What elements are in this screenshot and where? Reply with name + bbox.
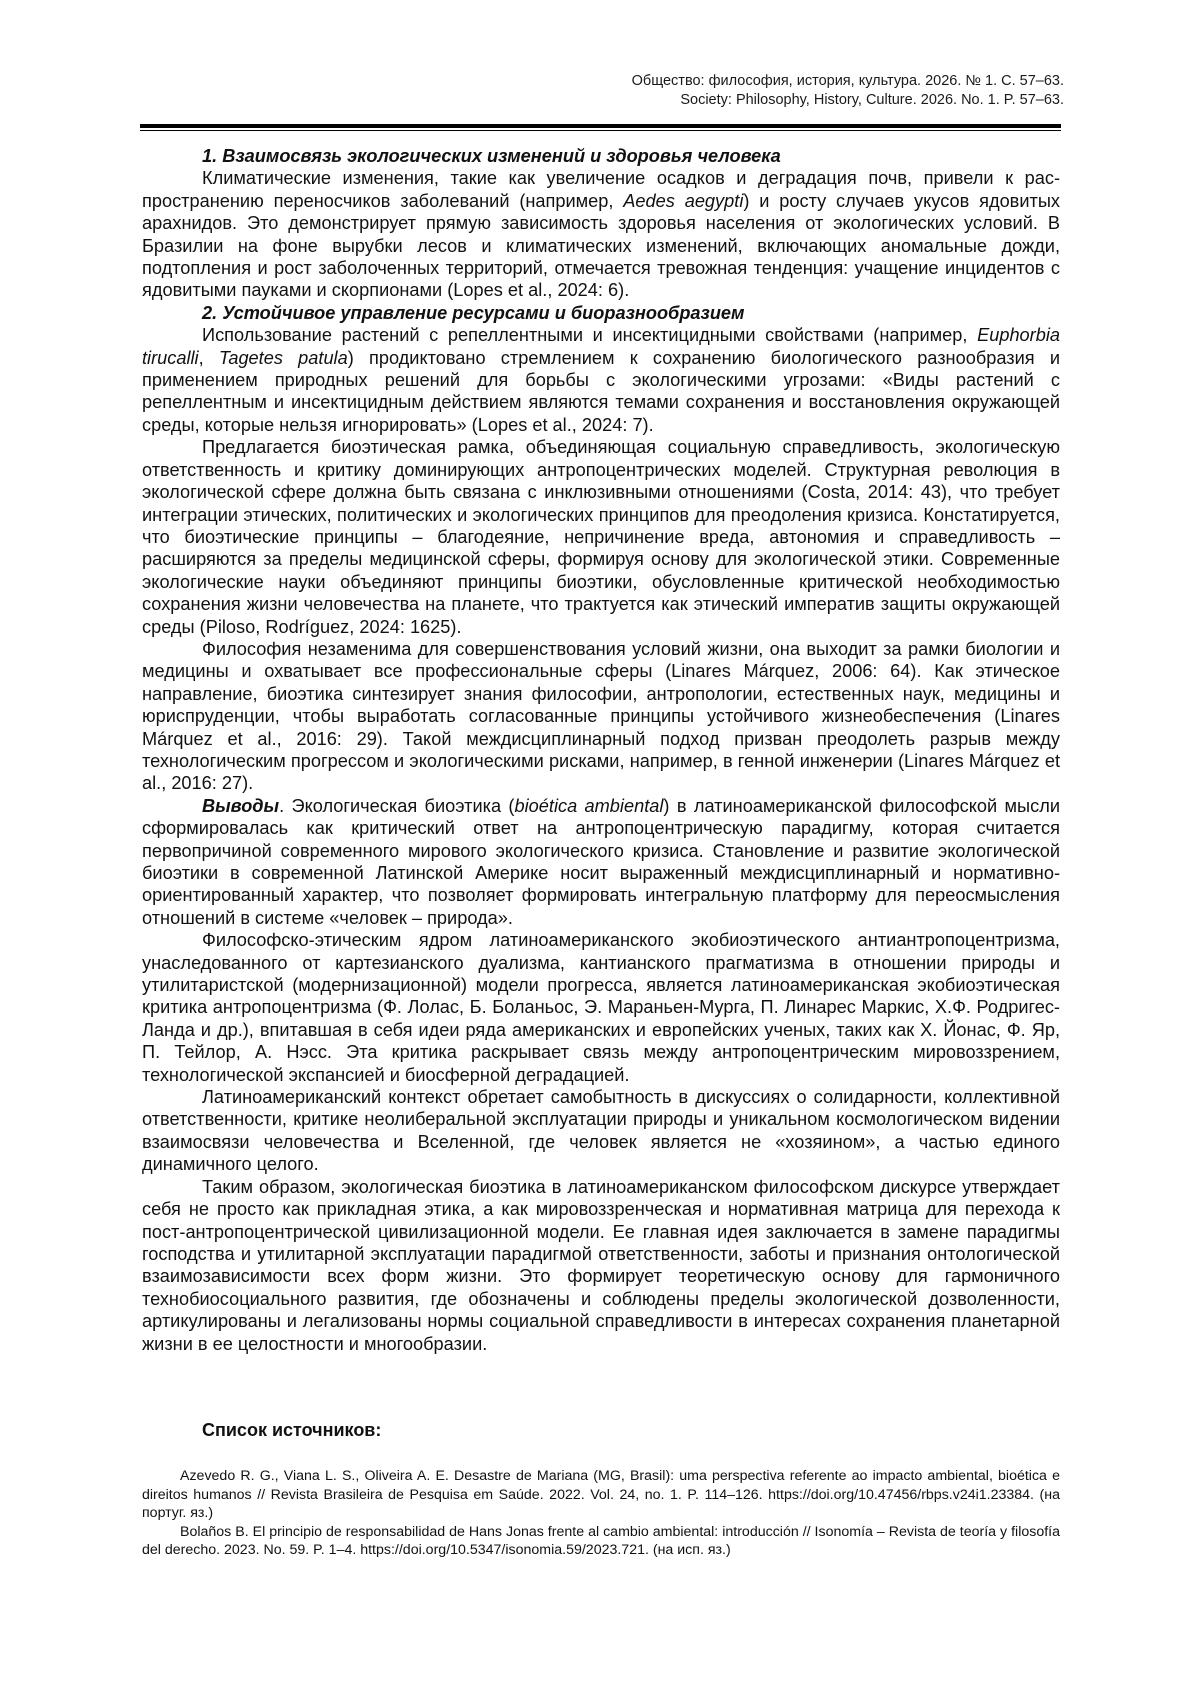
article-body: [142, 145, 1060, 1355]
paragraph: Философско-этическим ядром латиноамериканского экобиоэтического антиантропоцентризма, унаследованного от картезианского дуализма, кантианского прагматизма в отношении природы и утилитаристской (модернизационной) модели прогресса, является латиноамериканская экобиоэтическая критика антропоцентризма (Ф. Лолас, Б. Боланьос, Э. Мараньен-Мурга, П. Линарес Маркис, Х.Ф. Родригес-Ланда и др.), впитавшая в себя идеи ряда американских и европейских ученых, таких как Х. Йонас, Ф. Яр, П. Тейлор, А. Нэсс. Эта критика раскрывает связь между антропоцентрическим мировоззрением, технологической экспансией и биосферной деградацией.: [142, 930, 1060, 1085]
species-name: Tagetes patula: [218, 347, 348, 368]
species-name: Aedes aegypti: [623, 190, 744, 211]
header-rule-thick: [140, 124, 1061, 128]
header-line-en: Society: Philosophy, History, Culture. 2026. No. 1. P. 57–63.: [680, 92, 1064, 108]
section-heading-1: 1. Взаимосвязь экологических изменений и здоровья человека: [202, 146, 781, 166]
reference-item: Azevedo R. G., Viana L. S., Oliveira A. E. Desastre de Mariana (MG, Brasil): uma perspectiva referente ao impacto ambiental, bioética e direitos humanos // Revista Brasileira de Pesquisa em Saúde. 2022. Vol. 24, no. 1. P. 114–126. https://doi.org/10.47456/rbps.v24i1.23384. (на португ. яз.): [142, 1468, 1060, 1521]
running-header: [632, 72, 1064, 110]
species-name: Euphorbia tirucalli: [142, 325, 1060, 368]
paragraph: Таким образом, экологическая биоэтика в латиноамериканском философском дискурсе утверждает себя не просто как прикладная этика, а как мировоззренческая и нормативная матрица для перехода к пост-антропоцентрической цивилизационной модели. Ее главная идея заключается в замене парадигмы господства и утилитарной эксплуатации парадигмой ответственности, заботы и признания онтологической взаимозависимости всех форм жизни. Это формирует теоретическую основу для гармоничного технобиосоциального развития, где обозначены и соблюдены пределы экологической дозволенности, артикулированы и легализованы нормы социальной справедливости в интересах сохранения планетарной жизни в ее целостности и многообразии.: [142, 1176, 1060, 1354]
conclusions-paragraph: Выводы. Экологическая биоэтика (bioética ambiental) в латиноамериканской философской мысли сформировалась как критический ответ на антропоцентрическую парадигму, которая считается первопричиной современного мирового экологического кризиса. Становление и развитие экологической биоэтики в современной Латинской Америке носит выраженный междисциплинарный и нормативно-ориентированный характер, что позволяет формировать интегральную платформу для переосмысления отношений в системе «человек – природа».: [142, 795, 1060, 928]
references-title: Список источников:: [202, 1420, 382, 1440]
paragraph: Предлагается биоэтическая рамка, объединяющая социальную справедливость, экологическую ответственность и критику доминирующих антропоцентрических моделей. Структурная революция в экологической сфере должна быть связана с инклюзивными отношениями (Costa, 2014: 43), что требует интеграции этических, политических и экологических принципов для преодоления кризиса. Констатируется, что биоэтические принципы – благодеяние, непричинение вреда, автономия и справедливость – расширяются за пределы медицинской сферы, формируя основу для экологической этики. Современные экологические науки объединяют принципы биоэтики, обусловленные критической необходимостью сохранения жизни человечества на планете, что трактуется как этический императив защиты окружающей среды (Piloso, Rodríguez, 2024: 1625).: [142, 437, 1060, 637]
term-italic: bioética ambiental: [514, 795, 664, 816]
conclusions-lead: Выводы: [202, 795, 280, 816]
paragraph: Латиноамериканский контекст обретает самобытность в дискуссиях о солидарности, коллективной ответственности, критике неолиберальной эксплуатации природы и уникальном космологическом видении взаимосвязи человечества и Вселенной, где человек является не «хозяином», а частью единого динамичного целого.: [142, 1087, 1060, 1175]
paragraph: Климатические изменения, такие как увеличение осадков и деградация почв, привели к распространению переносчиков заболеваний (например, Aedes aegypti) и росту случаев укусов ядовитых арахнидов. Это демонстрирует прямую зависимость здоровья населения от экологических условий. В Бразилии на фоне вырубки лесов и климатических изменений, включающих аномальные дожди, подтопления и рост заболоченных территорий, отмечается тревожная тенденция: учащение инцидентов с ядовитыми пауками и скорпионами (Lopes et al., 2024: 6).: [142, 168, 1061, 301]
header-line-ru: Общество: философия, история, культура. 2026. № 1. С. 57–63.: [631, 73, 1064, 89]
paragraph: Использование растений с репеллентными и инсектицидными свойствами (например, Euphorbia tirucalli, Tagetes patula) продиктовано стремлением к сохранению биологического разнообразия и применением природных решений для борьбы с экологическими угрозами: «Виды растений с репеллентным и инсектицидным действием являются темами сохранения и восстановления окружающей среды, которые нельзя игнорировать» (Lopes et al., 2024: 7).: [142, 325, 1060, 435]
references-list: [142, 1467, 1060, 1560]
reference-item: Bolaños B. El principio de responsabilidad de Hans Jonas frente al cambio ambiental: introducción // Isonomía – Revista de teoría y filosofía del derecho. 2023. No. 59. P. 1–4. https://doi.org/10.5347/isonomia.59/2023.721. (на исп. яз.): [142, 1523, 1060, 1558]
section-heading-2: 2. Устойчивое управление ресурсами и биоразнообразием: [202, 302, 745, 323]
paragraph: Философия незаменима для совершенствования условий жизни, она выходит за рамки биологии и медицины и охватывает все профессиональные сферы (Linares Márquez, 2006: 64). Как этическое направление, биоэтика синтезирует знания философии, антропологии, естественных наук, медицины и юриспруденции, чтобы выработать согласованные принципы устойчивого жизнеобеспечения (Linares Márquez et al., 2016: 29). Такой междисциплинарный подход призван преодолеть разрыв между технологическим прогрессом и экологическими рисками, например, в генной инженерии (Linares Márquez et al., 2016: 27).: [142, 638, 1060, 794]
header-rule-thin: [140, 130, 1061, 131]
